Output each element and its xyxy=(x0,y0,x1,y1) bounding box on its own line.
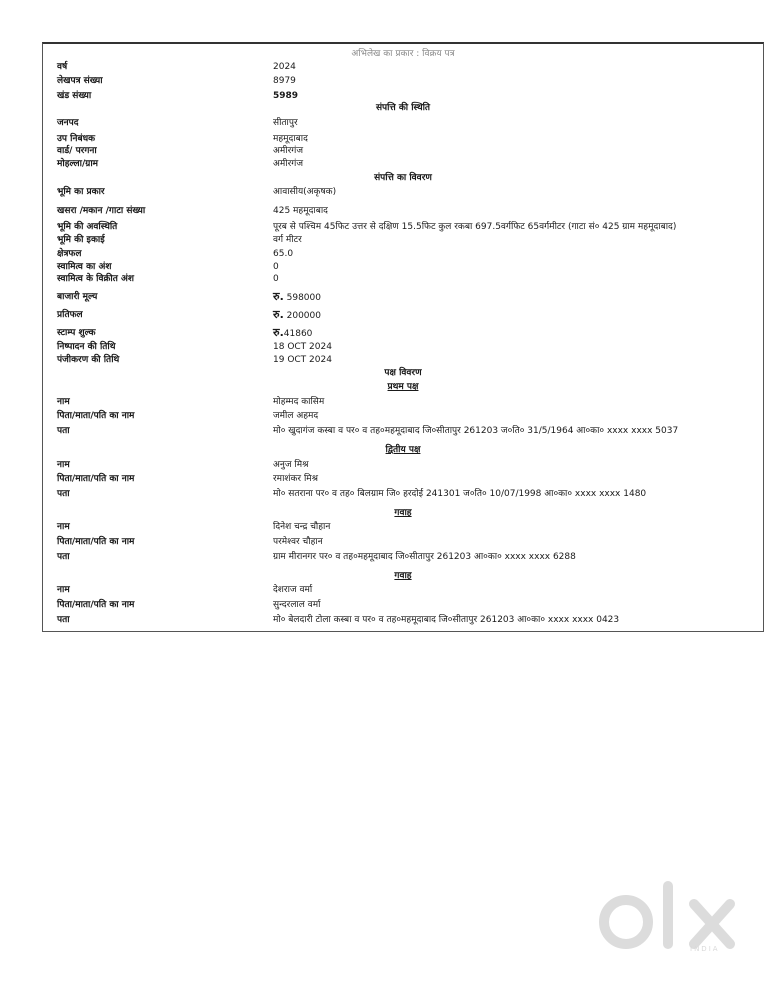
rupee-symbol: रु. xyxy=(273,326,284,339)
party-name-row xyxy=(57,459,757,472)
row-market-value xyxy=(57,289,757,305)
row-ward xyxy=(57,145,757,158)
party-relation-value: रमाशंकर मिश्र xyxy=(273,474,319,484)
witness-relation-label: पिता/माता/पति का नाम xyxy=(57,600,135,610)
sub-registrar-label: उप निबंधक xyxy=(57,134,96,144)
witness-name-label: नाम xyxy=(57,585,70,595)
party-name-label: नाम xyxy=(57,460,70,470)
party-name-value: मोहम्मद कासिम xyxy=(273,397,325,407)
land-type-label: भूमि का प्रकार xyxy=(57,187,105,197)
khasra-number-value: 425 महमूदाबाद xyxy=(273,206,328,216)
execution-date-label: निष्पादन की तिथि xyxy=(57,342,116,352)
market-value-amount: 598000 xyxy=(283,293,321,303)
row-khasra-number xyxy=(57,205,757,218)
district-label: जनपद xyxy=(57,118,79,128)
witness-relation-row xyxy=(57,536,757,549)
deed-number-value: 8979 xyxy=(273,76,296,86)
party-address-row xyxy=(57,488,757,501)
party-address-value: मो० सतराना पर० व तह० बिलग्राम जि० हरदोई 241301 ज०ति० 10/07/1998 आ०का० xxxx xxxx 1480 xyxy=(273,489,647,499)
witness-heading: गवाह xyxy=(394,508,412,518)
party-relation-label: पिता/माता/पति का नाम xyxy=(57,411,135,421)
sold-share-label: स्वामित्व के विक्रीत अंश xyxy=(57,274,134,284)
market-value-label: बाजारी मूल्य xyxy=(57,292,98,302)
consideration-label: प्रतिफल xyxy=(57,310,83,320)
witness-name-value: दिनेश चन्द्र चौहान xyxy=(273,522,331,532)
section-party-details: पक्ष विवरण xyxy=(384,368,422,378)
witness-address-value: मो० बेलदारी टोला कस्बा व पर० व तह०महमूदाबाद जि०सीतापुर 261203 आ०का० xxxx xxxx 0423 xyxy=(273,615,620,625)
row-area xyxy=(57,248,757,261)
row-sold-share xyxy=(57,273,757,286)
witness-name-value: देशराज वर्मा xyxy=(273,585,313,595)
row-deed-number xyxy=(57,75,757,88)
locality-value: अमीरगंज xyxy=(273,159,304,169)
document-frame xyxy=(42,42,764,632)
row-land-location xyxy=(57,221,757,234)
party-address-value: मो० खुदागंज कस्बा व पर० व तह०महमूदाबाद जि०सीतापुर 261203 ज०ति० 31/5/1964 आ०का० xxxx xxxx 5037 xyxy=(273,426,679,436)
registration-date-label: पंजीकरण की तिथि xyxy=(57,355,120,365)
consideration-amount: 200000 xyxy=(283,311,321,321)
party-address-label: पता xyxy=(57,426,70,436)
witness-address-label: पता xyxy=(57,552,70,562)
party-name-label: नाम xyxy=(57,397,70,407)
witness-relation-row xyxy=(57,599,757,612)
rupee-symbol: रु. xyxy=(273,290,284,303)
witness-relation-value: सुन्दरलाल वर्मा xyxy=(273,600,321,610)
district-value: सीतापुर xyxy=(273,118,298,128)
section-property-details: संपत्ति का विवरण xyxy=(374,173,432,183)
row-locality xyxy=(57,158,757,171)
record-type-header: अभिलेख का प्रकार : विक्रय पत्र xyxy=(351,49,455,59)
row-stamp-duty xyxy=(57,325,757,341)
witness-address-label: पता xyxy=(57,615,70,625)
witness-name-label: नाम xyxy=(57,522,70,532)
ward-value: अमीरगंज xyxy=(273,146,304,156)
registration-date-value: 19 OCT 2024 xyxy=(273,355,332,365)
ownership-share-label: स्वामित्व का अंश xyxy=(57,262,112,272)
party-heading: द्वितीय पक्ष xyxy=(385,445,421,455)
party-name-row xyxy=(57,396,757,409)
volume-number-value: 5989 xyxy=(273,91,299,101)
party-relation-label: पिता/माता/पति का नाम xyxy=(57,474,135,484)
witness-relation-value: परमेश्वर चौहान xyxy=(273,537,323,547)
deed-number-label: लेखपत्र संख्या xyxy=(57,76,103,86)
land-location-value: पूरब से पश्चिम 45फिट उत्तर से दक्षिण 15.5फिट कुल रकबा 697.5वर्गफिट 65वर्गमीटर (गाटा सं० 425 ग्राम महमूदाबाद) xyxy=(273,222,677,232)
land-unit-label: भूमि की इकाई xyxy=(57,235,105,245)
stamp-duty-amount: 41860 xyxy=(283,329,313,339)
sold-share-value: 0 xyxy=(273,274,279,284)
land-type-value: आवासीय(अकृषक) xyxy=(273,187,337,197)
rupee-symbol: रु. xyxy=(273,308,284,321)
khasra-number-label: खसरा /मकान /गाटा संख्या xyxy=(57,206,146,216)
area-value: 65.0 xyxy=(273,249,294,259)
party-address-row xyxy=(57,425,757,438)
party-address-label: पता xyxy=(57,489,70,499)
land-unit-value: वर्ग मीटर xyxy=(273,235,302,245)
ownership-share-value: 0 xyxy=(273,262,279,272)
row-registration-date xyxy=(57,354,757,367)
year-value: 2024 xyxy=(273,62,296,72)
volume-number-label: खंड संख्या xyxy=(57,91,92,101)
witness-address-row xyxy=(57,614,757,627)
party-relation-value: जमील अहमद xyxy=(273,411,319,421)
locality-label: मोहल्ला/ग्राम xyxy=(57,159,99,169)
olx-watermark-subtext: INDIA xyxy=(690,945,720,953)
row-land-unit xyxy=(57,234,757,247)
party-heading: प्रथम पक्ष xyxy=(387,382,419,392)
sub-registrar-value: महमूदाबाद xyxy=(273,134,308,144)
witness-name-row xyxy=(57,584,757,597)
witness-address-row xyxy=(57,551,757,564)
ward-label: वार्ड/ परगना xyxy=(57,146,97,156)
row-consideration xyxy=(57,307,757,323)
section-property-location: संपत्ति की स्थिति xyxy=(375,103,431,113)
execution-date-value: 18 OCT 2024 xyxy=(273,342,332,352)
land-location-label: भूमि की अवस्थिति xyxy=(57,222,118,232)
witness-heading: गवाह xyxy=(394,571,412,581)
party-name-value: अनुज मिश्र xyxy=(273,460,309,470)
row-execution-date xyxy=(57,341,757,354)
party-relation-row xyxy=(57,410,757,423)
witness-relation-label: पिता/माता/पति का नाम xyxy=(57,537,135,547)
party-relation-row xyxy=(57,473,757,486)
stamp-duty-label: स्टाम्प शुल्क xyxy=(57,328,96,338)
row-district xyxy=(57,117,757,130)
area-label: क्षेत्रफल xyxy=(57,249,82,259)
row-land-type xyxy=(57,186,757,199)
witness-address-value: ग्राम मीरानगर पर० व तह०महमूदाबाद जि०सीतापुर 261203 आ०का० xxxx xxxx 6288 xyxy=(273,552,576,562)
row-year xyxy=(57,61,757,74)
year-label: वर्ष xyxy=(57,62,68,72)
witness-name-row xyxy=(57,521,757,534)
